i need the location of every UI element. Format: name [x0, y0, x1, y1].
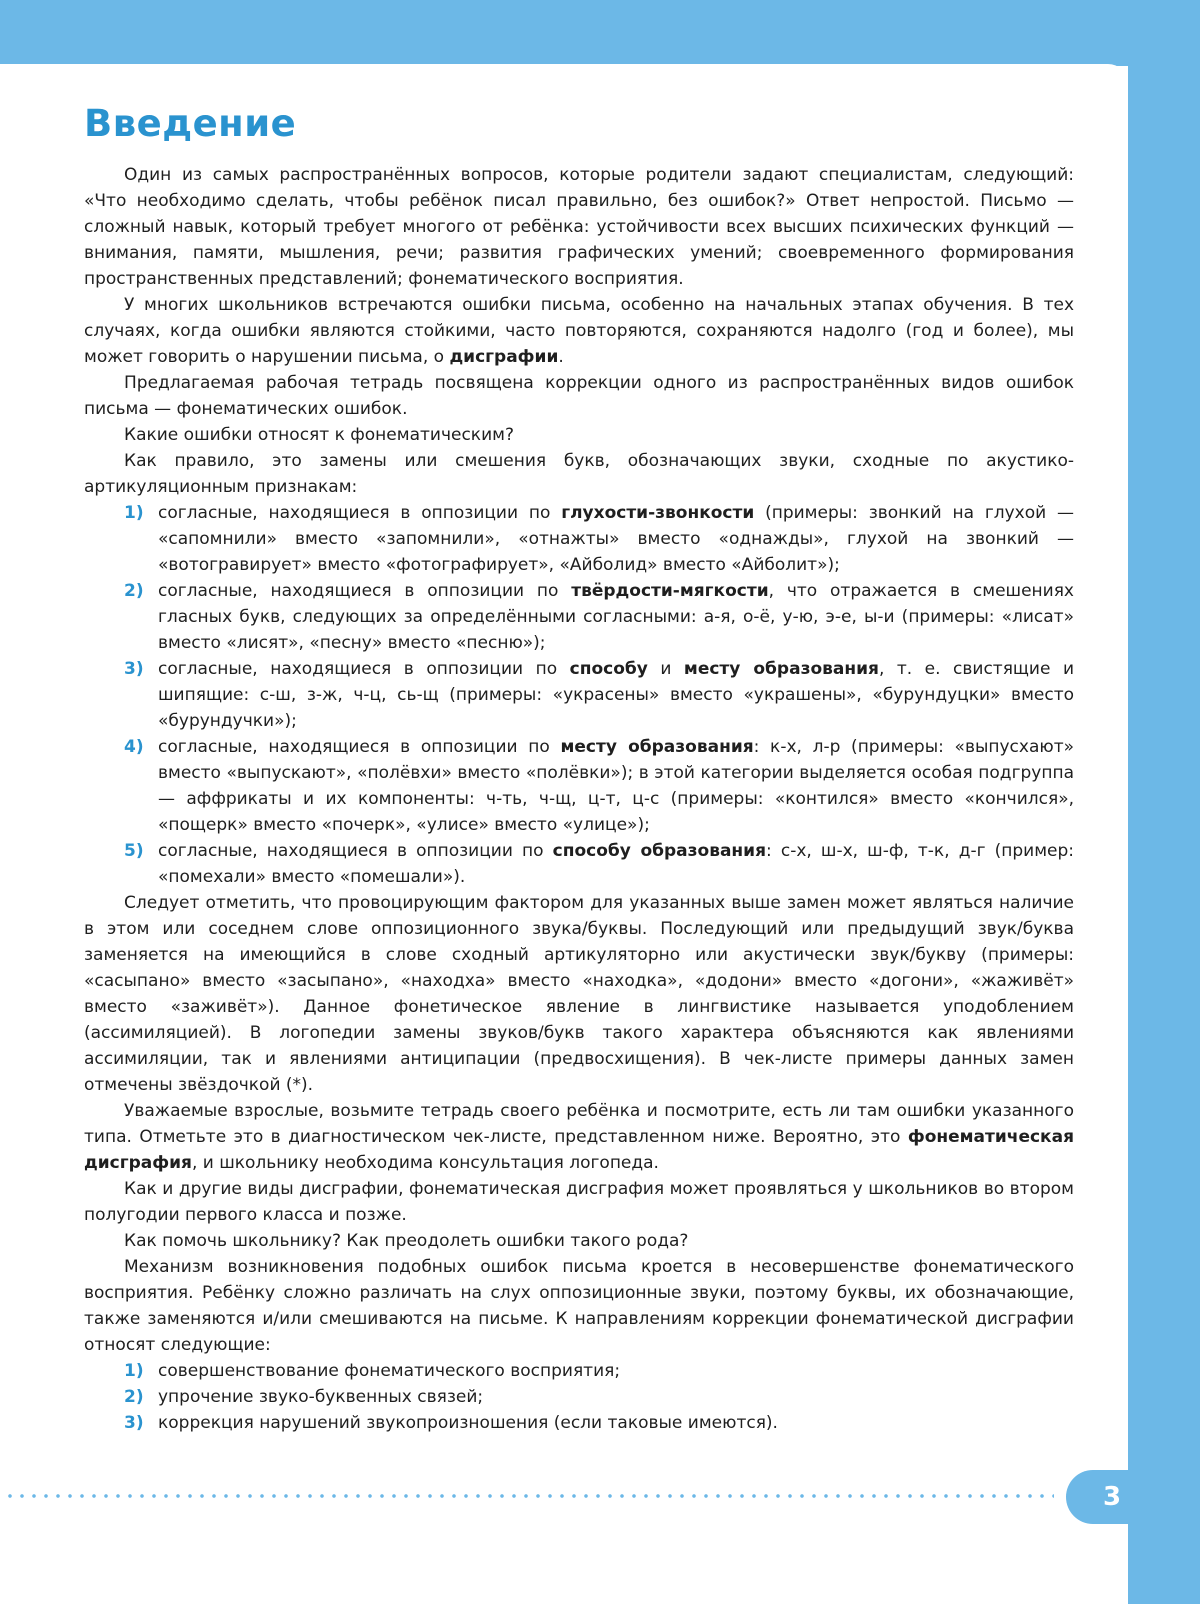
error-types-list [84, 500, 1074, 890]
list-number: 4) [124, 737, 144, 757]
paragraph-1: Один из самых распространённых вопросов, которые родители задают специалистам, следующий: «Что необходимо сделать, чтобы ребёнок писал правильно, без ошибок?» Ответ непростой. Письмо — сложный навык, который требует многого от ребёнка: устойчивости всех высших психических функций — внимания, памяти, мышления, речи; развития графических умений; своевременного формирования пространственных представлений; фонематического восприятия. [84, 165, 1074, 289]
page-content [84, 100, 1074, 1436]
page-number-tab [1066, 1470, 1200, 1524]
list-number: 3) [124, 659, 144, 679]
page-title: Введение [84, 102, 297, 145]
top-color-band [0, 0, 1200, 66]
correction-directions-list [84, 1358, 1074, 1436]
paragraph-4: Какие ошибки относят к фонематическим? [124, 425, 514, 445]
dotted-divider [4, 1494, 1054, 1498]
list-number: 3) [124, 1413, 144, 1433]
list-item: 1) совершенствование фонематического восприятия; [84, 1358, 1074, 1384]
list-number: 1) [124, 503, 144, 523]
list-number: 1) [124, 1361, 144, 1381]
page-number: 3 [1102, 1482, 1122, 1512]
list-item: 3) согласные, находящиеся в оппозиции по способу и месту образования, т. е. свистящие и шипящие: с-ш, з-ж, ч-ц, сь-щ (примеры: «украсены» вместо «украшены», «бурундуцки» вместо «бурундучки»); [84, 656, 1074, 734]
list-item: 4) согласные, находящиеся в оппозиции по месту образования: к-х, л-р (примеры: «выпусхают» вместо «выпускают», «полёвхи» вместо «полёвки»); в этой категории выделяется особая подгруппа — аффрикаты и их компоненты: ч-ть, ч-щ, ц-т, ц-с (примеры: «контился» вместо «кончился», «пощерк» вместо «почерк», «улисе» вместо «улице»); [84, 734, 1074, 838]
list-item: 5) согласные, находящиеся в оппозиции по способу образования: с-х, ш-х, ш-ф, т-к, д-г (пример: «помехали» вместо «помешали»). [84, 838, 1074, 890]
side-color-band [1128, 0, 1200, 1604]
bold-term: дисграфии [449, 347, 559, 367]
paragraph-5: Как правило, это замены или смешения букв, обозначающих звуки, сходные по акустико-артикуляционным признакам: [84, 451, 1074, 497]
list-number: 2) [124, 1387, 144, 1407]
list-item: 2) согласные, находящиеся в оппозиции по твёрдости-мягкости, что отражается в смешениях гласных букв, следующих за определёнными согласными: а-я, о-ё, у-ю, э-е, ы-и (примеры: «лисат» вместо «лисят», «песну» вместо «песню»); [84, 578, 1074, 656]
list-item: 3) коррекция нарушений звукопроизношения (если таковые имеются). [84, 1410, 1074, 1436]
paragraph-3: Предлагаемая рабочая тетрадь посвящена коррекции одного из распространённых видов ошибок письма — фонематических ошибок. [84, 373, 1074, 419]
paragraph-10: Механизм возникновения подобных ошибок письма кроется в несовершенстве фонематического восприятия. Ребёнку сложно различать на слух оппозиционные звуки, поэтому буквы, их обозначающие, также заменяются и/или смешиваются на письме. К направлениям коррекции фонематической дисграфии относят следующие: [84, 1257, 1074, 1355]
list-number: 2) [124, 581, 144, 601]
paragraph-9: Как помочь школьнику? Как преодолеть ошибки такого рода? [124, 1231, 689, 1251]
list-number: 5) [124, 841, 144, 861]
list-item: 1) согласные, находящиеся в оппозиции по глухости-звонкости (примеры: звонкий на глухой — «сапомнили» вместо «запомнили», «отнажты» вместо «однажды», глухой на звонкий — «вотогравирует» вместо «фотографирует», «Айболид» вместо «Айболит»); [84, 500, 1074, 578]
bold-term: фонематическая дисграфия [84, 1127, 1074, 1173]
list-item: 2) упрочение звуко-буквенных связей; [84, 1384, 1074, 1410]
paragraph-7: Уважаемые взрослые, возьмите тетрадь своего ребёнка и посмотрите, есть ли там ошибки указанного типа. Отметьте это в диагностическом чек-листе, представленном ниже. Вероятно, это фонематическая дисграфия, и школьнику необходима консультация логопеда. [84, 1101, 1074, 1173]
paragraph-8: Как и другие виды дисграфии, фонематическая дисграфия может проявляться у школьников во втором полугодии первого класса и позже. [84, 1179, 1074, 1225]
paragraph-6: Следует отметить, что провоцирующим фактором для указанных выше замен может являться наличие в этом или соседнем слове оппозиционного звука/буквы. Последующий или предыдущий звук/буква заменяется на имеющийся в слове сходный артикуляторно или акустически звук/букву (примеры: «сасыпано» вместо «засыпано», «находха» вместо «находка», «додони» вместо «догони», «жаживёт» вместо «заживёт»). Данное фонетическое явление в лингвистике называется уподоблением (ассимиляцией). В логопедии замены звуков/букв такого характера объясняются как явлениями ассимиляции, так и явлениями антиципации (предвосхищения). В чек-листе примеры данных замен отмечены звёздочкой (*). [84, 893, 1074, 1095]
paragraph-2: У многих школьников встречаются ошибки письма, особенно на начальных этапах обучения. В тех случаях, когда ошибки являются стойкими, часто повторяются, сохраняются надолго (год и более), мы может говорить о нарушении письма, о дисграфии. [84, 295, 1074, 367]
